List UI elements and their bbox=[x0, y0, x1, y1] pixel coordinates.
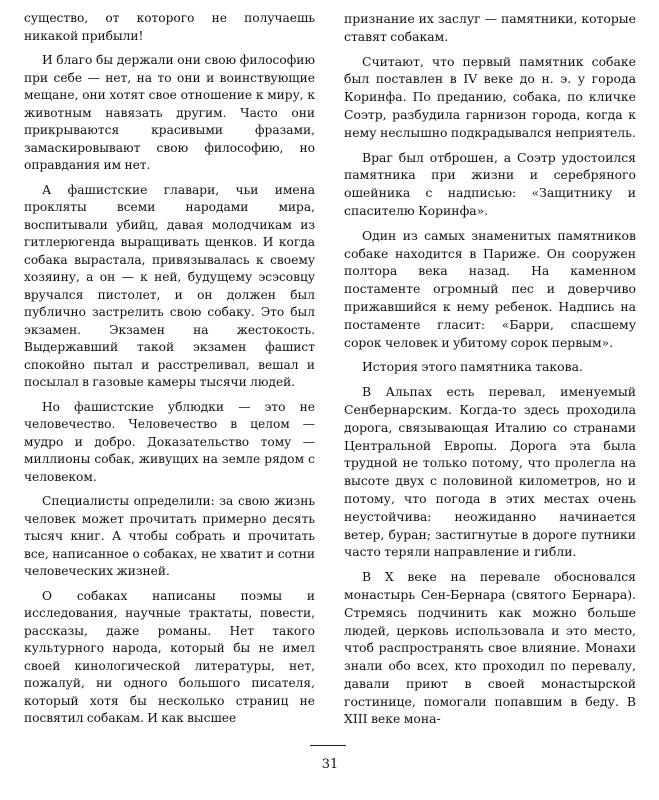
footer-rule bbox=[310, 745, 346, 746]
paragraph: История этого памятника такова. bbox=[362, 359, 583, 375]
paragraph: Но фашистские ублюдки — это не человечество. Человечество в целом — мудро и добро. Доказательство тому — миллионы собак, живущих на земле рядом с человеком. bbox=[24, 399, 315, 484]
paragraph: существо, от которого не получаешь никакой прибыли! bbox=[24, 11, 315, 43]
paragraph: В X веке на перевале обосновался монастырь Сен-Бернара (святого Бернара). Стремясь подчинить как можно больше людей, церковь использовала и это место, чтоб распространять свое влияние. Монахи знали обо всех, кто проходил по перевалу, давали приют в своей монастырской гостинице, помогали попавшим в беду. В XIII веке мона- bbox=[344, 569, 636, 727]
paragraph: Враг был отброшен, а Соэтр удостоился памятника при жизни и серебряного ошейника с надписью: «Защитнику и спасителю Коринфа». bbox=[344, 149, 636, 218]
left-text-column bbox=[24, 10, 315, 735]
page-number: 31 bbox=[321, 757, 339, 772]
paragraph: И благо бы держали они свою философию при себе — нет, на то они и воинствующие мещане, они хотят свое отношение к миру, к животным навязать другим. Часто они прикрываются красивыми фразами, замаскировывают свою философию, но оправдания им нет. bbox=[24, 53, 315, 172]
paragraph: Один из самых знаменитых памятников собаке находится в Париже. Он сооружен полтора века назад. На каменном постаменте огромный пес и доверчиво прижавшийся к нему ребенок. Надпись на постаменте гласит: «Барри, спасшему сорок человек и убитому сорок первым». bbox=[344, 227, 636, 350]
paragraph: А фашистские главари, чьи имена прокляты всеми народами мира, воспитывали убийц, давая молодчикам из гитлерюгенда выращивать щенков. И когда собака вырастала, привязывалась к своему хозяину, а он — к ней, будущему эсэсовцу вручался пистолет, и он должен был публично застрелить свою собаку. Это был экзамен. Экзамен на жестокость. Выдержавший такой экзамен фашист спокойно пытал и расстреливал, вешал и посылал в газовые камеры тысячи людей. bbox=[24, 182, 315, 389]
paragraph: Считают, что первый памятник собаке был поставлен в IV веке до н. э. у города Коринфа. По преданию, собака, по кличке Соэтр, разбудила гарнизон города, когда к нему неслышно подкрадывался неприятель. bbox=[344, 53, 636, 140]
paragraph: В Альпах есть перевал, именуемый Сенбернарским. Когда-то здесь проходила дорога, связывающая Италию со странами Центральной Европы. Дорога эта была трудной не только потому, что пролегла на высоте двух с половиной километров, но и потому, что погода в этих местах очень неустойчива: неожиданно начинается ветер, буран; застигнутые в дороге путники часто теряли направление и гибли. bbox=[344, 384, 636, 560]
right-text-column bbox=[344, 10, 636, 735]
paragraph: Специалисты определили: за свою жизнь человек может прочитать примерно десять тысяч книг. А чтобы собрать и прочитать все, написанное о собаках, не хватит и сотни человеческих жизней. bbox=[24, 494, 315, 578]
paragraph: О собаках написаны поэмы и исследования, научные трактаты, повести, рассказы, даже романы. Нет такого культурного народа, который бы не имел своей кинологической литературы, нет, пожалуй, ни одного большого писателя, который хотя бы несколько страниц не посвятил собакам. И как высшее bbox=[24, 588, 315, 725]
paragraph: признание их заслуг — памятники, которые ставят собакам. bbox=[344, 11, 636, 44]
